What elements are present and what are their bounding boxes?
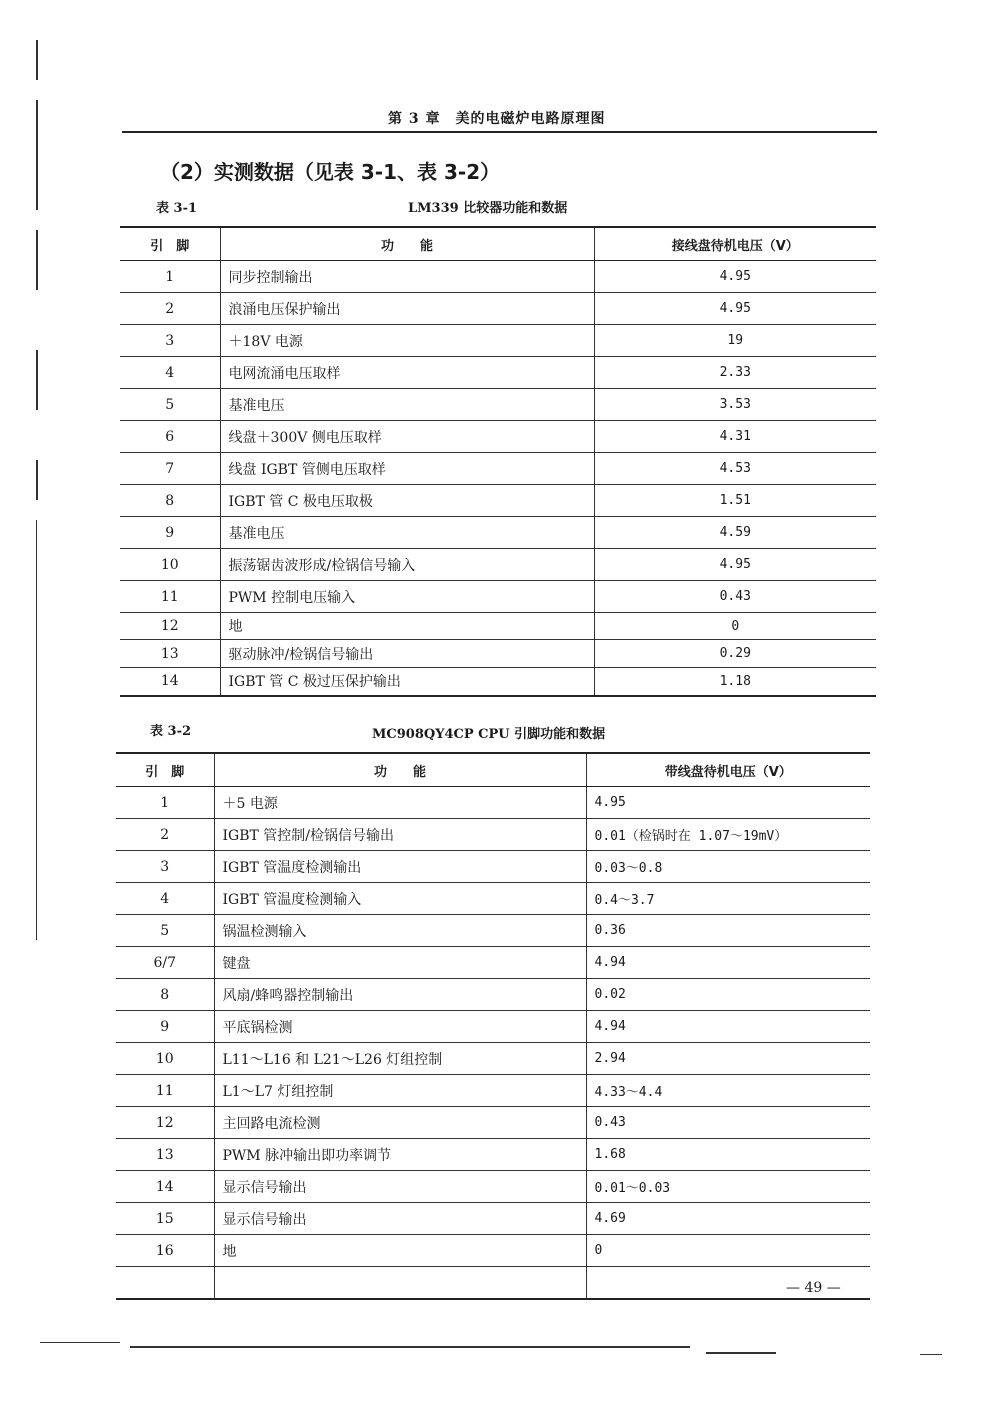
table2-label: 表 3-2 bbox=[150, 724, 192, 739]
table-row bbox=[116, 1171, 870, 1203]
voltage-cell: 4.94 bbox=[586, 1011, 870, 1043]
header-rule bbox=[122, 131, 877, 133]
table-row bbox=[116, 947, 870, 979]
voltage-cell: 1.68 bbox=[586, 1139, 870, 1171]
function-cell: IGBT 管温度检测输入 bbox=[214, 883, 586, 915]
pin-cell bbox=[116, 1267, 214, 1299]
pin-cell: 5 bbox=[116, 915, 214, 947]
pin-cell: 13 bbox=[120, 640, 220, 668]
column-header-function: 功 能 bbox=[220, 227, 594, 261]
table-row bbox=[116, 1075, 870, 1107]
column-header-pin: 引 脚 bbox=[120, 227, 220, 261]
voltage-cell: 4.33～4.4 bbox=[586, 1075, 870, 1107]
voltage-cell: 0 bbox=[586, 1235, 870, 1267]
table1-label: 表 3-1 bbox=[156, 201, 198, 216]
function-cell bbox=[214, 1267, 586, 1299]
table-row bbox=[116, 1107, 870, 1139]
section-heading: （2）实测数据（见表 3-1、表 3-2） bbox=[160, 160, 501, 184]
function-cell: 线盘 IGBT 管侧电压取样 bbox=[220, 453, 594, 485]
voltage-cell: 0.01（检锅时在 1.07～19mV） bbox=[586, 819, 870, 851]
voltage-cell: 2.33 bbox=[594, 357, 876, 389]
table-row bbox=[120, 293, 876, 325]
column-header-voltage: 带线盘待机电压（V） bbox=[586, 753, 870, 787]
table-row bbox=[116, 915, 870, 947]
page-number: — 49 — bbox=[786, 1280, 841, 1296]
pin-cell: 1 bbox=[116, 787, 214, 819]
voltage-cell: 0.4～3.7 bbox=[586, 883, 870, 915]
voltage-cell: 0.43 bbox=[586, 1107, 870, 1139]
function-cell: 键盘 bbox=[214, 947, 586, 979]
table-row bbox=[120, 357, 876, 389]
voltage-cell: 4.95 bbox=[594, 549, 876, 581]
voltage-cell: 4.59 bbox=[594, 517, 876, 549]
function-cell: 显示信号输出 bbox=[214, 1171, 586, 1203]
table-row bbox=[116, 787, 870, 819]
function-cell: 显示信号输出 bbox=[214, 1203, 586, 1235]
table-row bbox=[116, 979, 870, 1011]
table2-header-row bbox=[116, 753, 870, 787]
voltage-cell: 0.36 bbox=[586, 915, 870, 947]
pin-cell: 9 bbox=[120, 517, 220, 549]
function-cell: 振荡锯齿波形成/检锅信号输入 bbox=[220, 549, 594, 581]
column-header-function: 功 能 bbox=[214, 753, 586, 787]
function-cell: 电网流涌电压取样 bbox=[220, 357, 594, 389]
function-cell: IGBT 管 C 极电压取极 bbox=[220, 485, 594, 517]
voltage-cell: 4.95 bbox=[594, 261, 876, 293]
function-cell: PWM 控制电压输入 bbox=[220, 581, 594, 613]
table-row bbox=[116, 1203, 870, 1235]
table-row bbox=[120, 517, 876, 549]
table-row bbox=[116, 851, 870, 883]
table-row bbox=[116, 1011, 870, 1043]
function-cell: IGBT 管 C 极过压保护输出 bbox=[220, 668, 594, 696]
voltage-cell: 0.43 bbox=[594, 581, 876, 613]
voltage-cell: 4.53 bbox=[594, 453, 876, 485]
table-row bbox=[116, 819, 870, 851]
table-row bbox=[120, 453, 876, 485]
voltage-cell: 4.95 bbox=[586, 787, 870, 819]
voltage-cell: 2.94 bbox=[586, 1043, 870, 1075]
pin-cell: 3 bbox=[120, 325, 220, 357]
scan-artifact-line bbox=[40, 1342, 120, 1343]
table-row bbox=[120, 640, 876, 668]
voltage-cell: 4.94 bbox=[586, 947, 870, 979]
function-cell: 线盘＋300V 侧电压取样 bbox=[220, 421, 594, 453]
pin-cell: 12 bbox=[120, 613, 220, 640]
voltage-cell: 4.31 bbox=[594, 421, 876, 453]
function-cell: 平底锅检测 bbox=[214, 1011, 586, 1043]
pin-cell: 2 bbox=[116, 819, 214, 851]
function-cell: L1～L7 灯组控制 bbox=[214, 1075, 586, 1107]
function-cell: ＋18V 电源 bbox=[220, 325, 594, 357]
voltage-cell: 0.29 bbox=[594, 640, 876, 668]
table-row bbox=[116, 1235, 870, 1267]
voltage-cell: 0.01～0.03 bbox=[586, 1171, 870, 1203]
table-row bbox=[116, 883, 870, 915]
function-cell: 基准电压 bbox=[220, 517, 594, 549]
function-cell: 驱动脉冲/检锅信号输出 bbox=[220, 640, 594, 668]
column-header-pin: 引 脚 bbox=[116, 753, 214, 787]
pin-cell: 10 bbox=[116, 1043, 214, 1075]
pin-cell: 1 bbox=[120, 261, 220, 293]
function-cell: 锅温检测输入 bbox=[214, 915, 586, 947]
pin-cell: 6 bbox=[120, 421, 220, 453]
function-cell: L11～L16 和 L21～L26 灯组控制 bbox=[214, 1043, 586, 1075]
table-row bbox=[120, 389, 876, 421]
pin-cell: 4 bbox=[120, 357, 220, 389]
function-cell: 主回路电流检测 bbox=[214, 1107, 586, 1139]
function-cell: PWM 脉冲输出即功率调节 bbox=[214, 1139, 586, 1171]
pin-cell: 2 bbox=[120, 293, 220, 325]
table-row bbox=[120, 325, 876, 357]
pin-cell: 12 bbox=[116, 1107, 214, 1139]
table1 bbox=[120, 226, 876, 697]
voltage-cell: 0 bbox=[594, 613, 876, 640]
scan-artifact-line bbox=[706, 1352, 776, 1354]
pin-cell: 4 bbox=[116, 883, 214, 915]
function-cell: 地 bbox=[214, 1235, 586, 1267]
pin-cell: 5 bbox=[120, 389, 220, 421]
voltage-cell: 4.95 bbox=[594, 293, 876, 325]
pin-cell: 8 bbox=[116, 979, 214, 1011]
chapter-header: 第 3 章 美的电磁炉电路原理图 bbox=[388, 111, 606, 127]
table-row bbox=[120, 581, 876, 613]
voltage-cell: 0.03～0.8 bbox=[586, 851, 870, 883]
table-row bbox=[120, 613, 876, 640]
pin-cell: 15 bbox=[116, 1203, 214, 1235]
table2 bbox=[116, 752, 870, 1300]
function-cell: IGBT 管温度检测输出 bbox=[214, 851, 586, 883]
table-row bbox=[116, 1043, 870, 1075]
function-cell: 浪涌电压保护输出 bbox=[220, 293, 594, 325]
pin-cell: 11 bbox=[116, 1075, 214, 1107]
pin-cell: 8 bbox=[120, 485, 220, 517]
voltage-cell: 1.51 bbox=[594, 485, 876, 517]
function-cell: ＋5 电源 bbox=[214, 787, 586, 819]
column-header-voltage: 接线盘待机电压（V） bbox=[594, 227, 876, 261]
table1-title: LM339 比较器功能和数据 bbox=[408, 201, 568, 216]
pin-cell: 10 bbox=[120, 549, 220, 581]
pin-cell: 13 bbox=[116, 1139, 214, 1171]
voltage-cell: 1.18 bbox=[594, 668, 876, 696]
table-row bbox=[116, 1139, 870, 1171]
pin-cell: 6/7 bbox=[116, 947, 214, 979]
scan-artifact-line bbox=[130, 1346, 690, 1348]
function-cell: 同步控制输出 bbox=[220, 261, 594, 293]
table2-title: MC908QY4CP CPU 引脚功能和数据 bbox=[372, 727, 606, 742]
pin-cell: 7 bbox=[120, 453, 220, 485]
table-row bbox=[120, 668, 876, 696]
pin-cell: 16 bbox=[116, 1235, 214, 1267]
scan-edge-marks bbox=[36, 40, 40, 960]
table-row bbox=[120, 485, 876, 517]
function-cell: 基准电压 bbox=[220, 389, 594, 421]
pin-cell: 11 bbox=[120, 581, 220, 613]
voltage-cell: 3.53 bbox=[594, 389, 876, 421]
table-row bbox=[120, 549, 876, 581]
pin-cell: 14 bbox=[120, 668, 220, 696]
function-cell: 地 bbox=[220, 613, 594, 640]
pin-cell: 9 bbox=[116, 1011, 214, 1043]
table1-header-row bbox=[120, 227, 876, 261]
pin-cell: 14 bbox=[116, 1171, 214, 1203]
function-cell: IGBT 管控制/检锅信号输出 bbox=[214, 819, 586, 851]
voltage-cell: 4.69 bbox=[586, 1203, 870, 1235]
scan-artifact-line bbox=[920, 1354, 942, 1355]
voltage-cell: 0.02 bbox=[586, 979, 870, 1011]
function-cell: 风扇/蜂鸣器控制输出 bbox=[214, 979, 586, 1011]
table-row bbox=[120, 421, 876, 453]
table-row bbox=[120, 261, 876, 293]
table-row bbox=[116, 1267, 870, 1299]
voltage-cell: 19 bbox=[594, 325, 876, 357]
pin-cell: 3 bbox=[116, 851, 214, 883]
